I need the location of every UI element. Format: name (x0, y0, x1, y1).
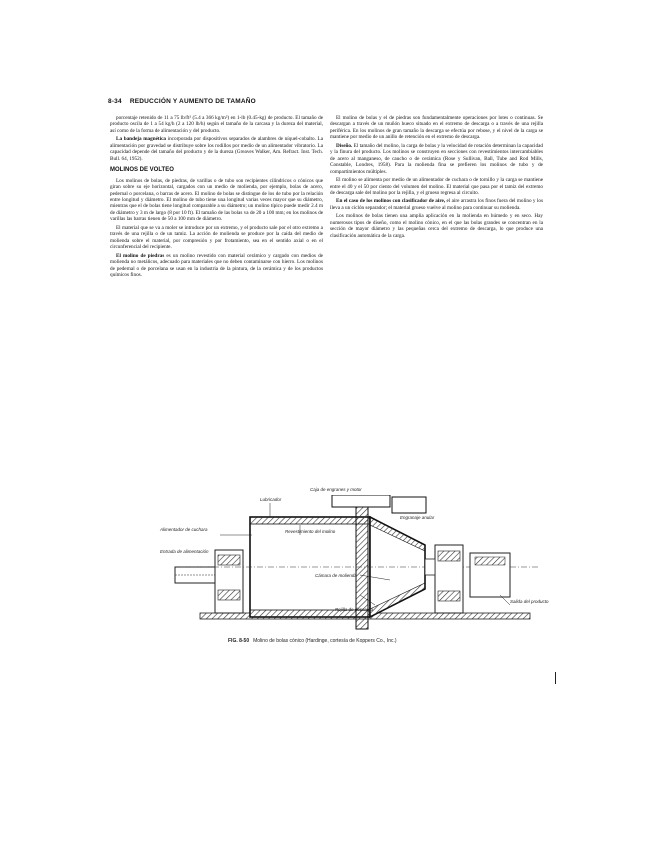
figure-label: Revestimiento del molino (285, 529, 336, 534)
figure-caption (228, 638, 397, 644)
paragraph (110, 253, 323, 279)
paragraph: porcentaje retenido de 11 a 75 lb/ft² (5.4 a 366 kg/m²) en 1-lb (0.45-kg) de producto. El tamaño de producto oscila de 1 a 54 kg/h (2 a 120 lb/h) según el tamaño de la carcasa y la dureza del material, así como de la forma de alimentación y del producto. (110, 115, 323, 134)
running-title: REDUCCIÓN Y AUMENTO DE TAMAÑO (129, 98, 256, 105)
figure-label: Alimentador de cuchara (160, 527, 208, 532)
paragraph: El material que se va a moler se introduce por un extremo, y el producto sale por el otro extremo a través de una rejilla o de un tamiz. La acción de molienda se produce por la caída del medio de molienda sobre el material, por compresión y por frotamiento, sea en el sentido axial o en el circunferencial del recipiente. (110, 224, 323, 251)
paragraph-text: el aire arrastra los finos fuera del molino y los lleva a un ciclón separador; el material grueso vuelve al molino para continuar su molienda. (330, 198, 543, 211)
paragraph-text: es un molino revestido con material cerámico y cargado con medios de molienda no metálicos, adecuado para materiales que no deben contaminarse con hierro. Los molinos de pedernal o de porcelana se usan en la industria de la pintura, de la cerámica y de los productos químicos finos. (110, 252, 323, 278)
section-heading: MOLINOS DE VOLTEO (110, 167, 174, 174)
figure-label: Cámara de molienda (315, 573, 357, 578)
ball-mill-drawing (160, 495, 565, 635)
run-in-heading: Diseño. (336, 142, 353, 149)
paragraph (330, 198, 543, 211)
right-column (330, 115, 543, 475)
paragraph: Los molinos de bolas, de piedras, de varillas o de tubo son recipientes cilíndricos o cónicos que giran sobre su eje horizontal, cargados con un medio de molienda, por ejemplo, bolas de acero, pedernal o porcelana, o barras de acero. El molino de bolas se distingue de los de tubo por la relación entre longitud y diámetro. El molino de tubo tiene una longitud varias veces mayor que su diámetro, mientras que el de bolas tiene longitud comparable a su diámetro; un molino típico puede medir 2.4 m de diámetro y 3 m de largo (8 por 10 ft). El tamaño de las bolas va de 20 a 100 mm; en los molinos de varillas las barras tienen de 50 a 100 mm de diámetro. (110, 177, 323, 223)
left-column (110, 115, 323, 497)
paragraph-text: incorporada por dispositivos separados de alambres de níquel-cobalto. La alimentación por gravedad se distribuye sobre los rodillos por medio de un alimentador vibratorio. La capacidad depende del tamaño del producto y de la dureza (Greaves Walker, Am. Refract. Inst. Tech. Bull. 64, 1952). (110, 136, 323, 162)
figure-number: FIG. 8-50 (228, 638, 250, 644)
figure-label: Engranaje anular (400, 515, 435, 520)
page-header (108, 98, 256, 105)
drive-motor (392, 497, 426, 513)
run-in-heading: El molino de piedras (116, 252, 165, 259)
figure-label: Lubricador (260, 497, 282, 502)
paragraph (110, 136, 323, 162)
run-in-heading: En el caso de los molinos con clasificador de aire, (336, 198, 446, 205)
paragraph (330, 143, 543, 175)
figure-label: Salida del producto (510, 599, 549, 604)
paragraph: El molino se alimenta por medio de un alimentador de cuchara o de tornillo y la carga se mantiene entre el 40 y el 50 por ciento del volumen del molino. El material que pasa por el tamiz del extremo de descarga sale del molino por la rejilla, y el grueso regresa al circuito. (330, 177, 543, 196)
ball-mill-figure (160, 487, 565, 635)
page-number: 8-34 (108, 98, 122, 105)
run-in-heading: La bandeja magnética (116, 136, 166, 143)
figure-label: Rejilla de descarga (335, 607, 374, 612)
figure-label: Caja de engranes y motor (310, 487, 362, 492)
gear-box (332, 495, 390, 507)
paragraph: El molino de bolas y el de piedras son fundamentalmente operaciones por lotes o continuas. Se descargan a través de un muñón hueco situado en el extremo de descarga o a través de una rejilla periférica. En los molinos de gran tamaño la descarga se efectúa por rebose, y el nivel de la carga se mantiene por medio de un anillo de retención en el extremo de descarga. (330, 115, 543, 141)
caption-text: Molino de bolas cónico (Hardinge, cortesía de Koppers Co., Inc.) (253, 638, 397, 644)
margin-mark (555, 672, 556, 684)
paragraph: Los molinos de bolas tienen una amplia aplicación en la molienda en húmedo y en seco. Hay numerosos tipos de diseño, como el molino cónico, en el que las bolas grandes se concentran en la sección de mayor diámetro y las pequeñas cerca del extremo de descarga, lo que produce una clasificación automática de la carga. (330, 213, 543, 239)
figure-label: Entrada de alimentación (160, 549, 209, 554)
paragraph-text: El tamaño del molino, la carga de bolas y la velocidad de rotación determinan la capacidad y la finura del producto. Los molinos se construyen en secciones con revestimientos intercambiables de acero al manganeso, de caucho o de cerámica (Rose y Sullivan, Ball, Tube and Rod Mills, Constable, Londres, 1958). Para la molienda fina se prefieren los molinos de tubo y de compartimientos múltiples. (330, 142, 543, 175)
